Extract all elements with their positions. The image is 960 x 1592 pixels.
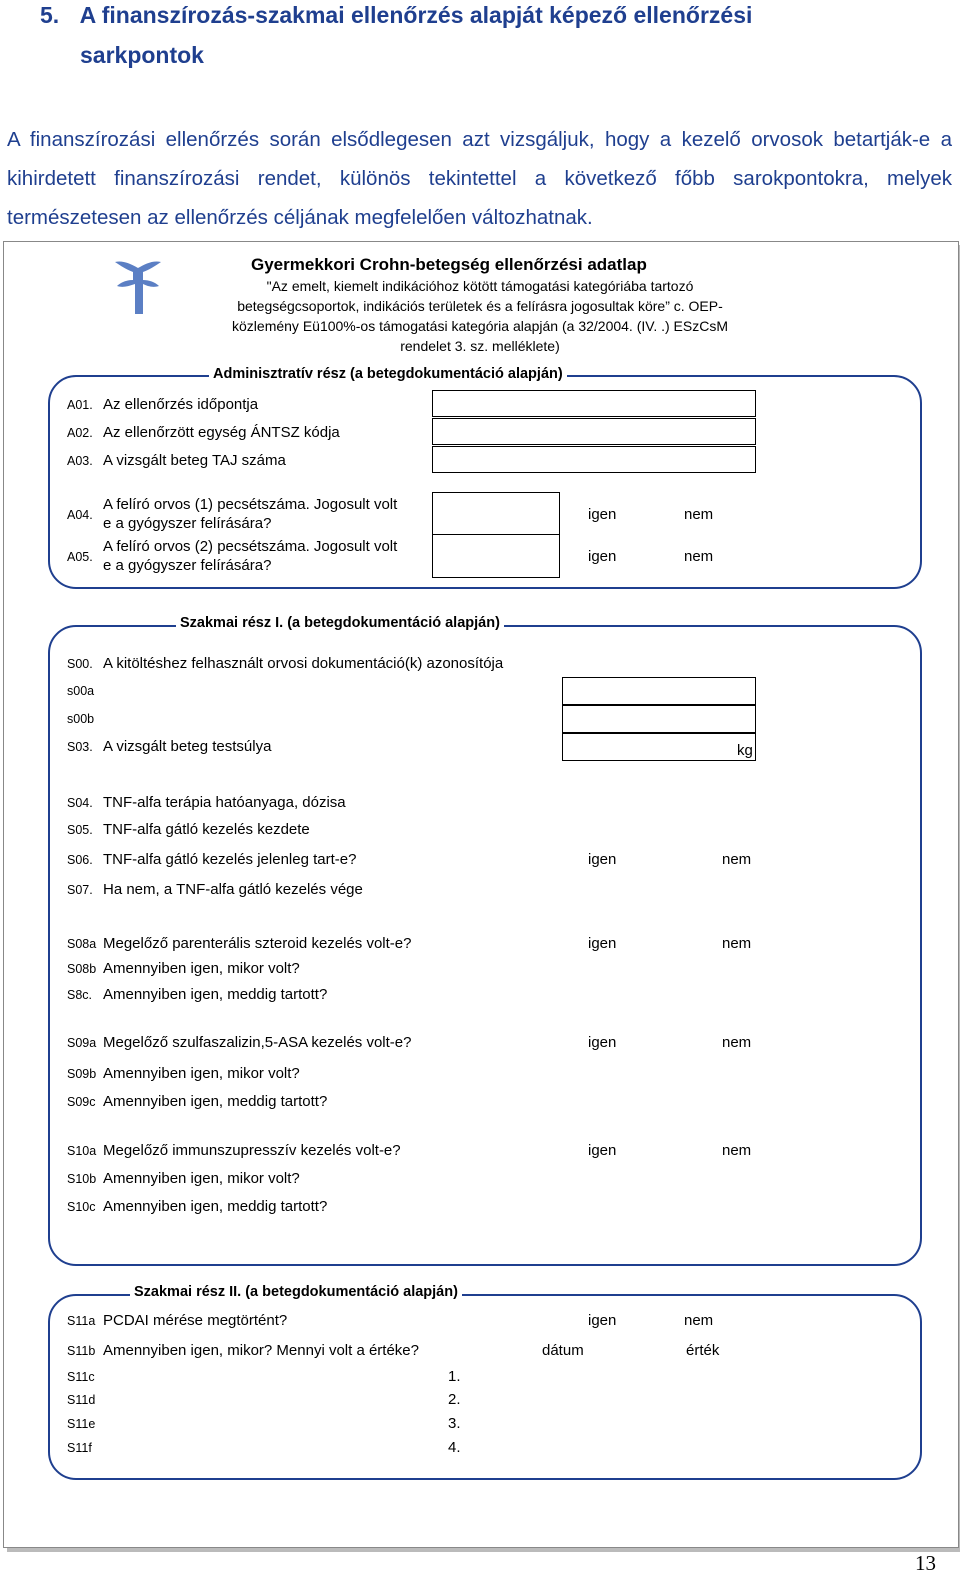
no-option[interactable]: nem [684, 1312, 714, 1329]
yes-option[interactable]: igen [588, 548, 617, 565]
row-label: A kitöltéshez felhasznált orvosi dokumentáció(k) azonosítója [103, 655, 504, 672]
row-label-line: e a gyógyszer felírására? [103, 515, 272, 532]
section-heading [40, 0, 752, 30]
row-label [103, 537, 397, 575]
section-number: 5. [40, 2, 60, 28]
ministry-logo-icon [113, 258, 163, 316]
row-number: 2. [448, 1391, 461, 1408]
row-label: PCDAI mérése megtörtént? [103, 1312, 288, 1329]
row-label-line: e a gyógyszer felírására? [103, 557, 272, 574]
form-title: Gyermekkori Crohn-betegség ellenőrzési adatlap [251, 255, 647, 274]
no-option[interactable]: nem [684, 548, 714, 565]
row-label-line: A felíró orvos (2) pecsétszáma. Jogosult volt [103, 538, 398, 555]
professional-part1-title: Szakmai rész I. (a betegdokumentáció alapján) [176, 615, 504, 631]
row-code: S09b [67, 1067, 97, 1081]
row-code: s00a [67, 684, 95, 698]
row-code: S10b [67, 1172, 97, 1186]
row-number: 3. [448, 1415, 461, 1432]
row-code: S05. [67, 823, 93, 837]
row-code: A03. [67, 454, 93, 468]
date-column-header: dátum [542, 1342, 584, 1359]
row-label: Amennyiben igen, meddig tartott? [103, 986, 328, 1003]
row-label: A vizsgált beteg TAJ száma [103, 452, 286, 469]
row-code: s00b [67, 712, 95, 726]
row-code: S00. [67, 657, 93, 671]
row-code: S03. [67, 740, 93, 754]
form-subtitle-line: "Az emelt, kiemelt indikációhoz kötött támogatási kategóriába tartozó [266, 278, 694, 294]
body-weight-field[interactable] [562, 733, 756, 761]
row-code: S10a [67, 1144, 97, 1158]
row-code: S11d [67, 1393, 96, 1407]
row-code: S11e [67, 1417, 96, 1431]
no-option[interactable]: nem [684, 506, 714, 523]
row-number: 1. [448, 1368, 461, 1385]
row-code: S11f [67, 1441, 92, 1455]
row-label: Amennyiben igen, mikor volt? [103, 1065, 300, 1082]
row-label: Megelőző parenterális szteroid kezelés volt-e? [103, 935, 412, 952]
row-code: S10c [67, 1200, 96, 1214]
row-label: TNF-alfa gátló kezelés kezdete [103, 821, 310, 838]
row-label: Amennyiben igen, mikor volt? [103, 1170, 300, 1187]
prescriber2-stamp-field[interactable] [432, 534, 560, 578]
row-label: Az ellenőrzés időpontja [103, 396, 259, 413]
form-subtitle-line: rendelet 3. sz. melléklete) [400, 338, 560, 354]
row-label: Az ellenőrzött egység ÁNTSZ kódja [103, 424, 340, 441]
row-label: A vizsgált beteg testsúlya [103, 738, 272, 755]
row-code: A05. [67, 550, 93, 564]
row-code: S09c [67, 1095, 96, 1109]
antsz-code-field[interactable] [432, 418, 756, 445]
row-code: S09a [67, 1036, 97, 1050]
row-code: S11c [67, 1370, 95, 1384]
form-subtitle [180, 276, 780, 356]
row-label: TNF-alfa terápia hatóanyaga, dózisa [103, 794, 346, 811]
row-number: 4. [448, 1439, 461, 1456]
admin-section-title: Adminisztratív rész (a betegdokumentáció alapján) [209, 366, 567, 382]
document-id-field-b[interactable] [562, 705, 756, 733]
prescriber1-stamp-field[interactable] [432, 492, 560, 536]
row-code: S08a [67, 937, 97, 951]
row-code: S06. [67, 853, 93, 867]
yes-option[interactable]: igen [588, 851, 617, 868]
row-code: S07. [67, 883, 93, 897]
row-label: Amennyiben igen, mikor? Mennyi volt a értéke? [103, 1342, 419, 1359]
row-code: A04. [67, 508, 93, 522]
no-option[interactable]: nem [722, 935, 752, 952]
section-title-line2: sarkpontok [80, 42, 204, 68]
professional-part2-title: Szakmai rész II. (a betegdokumentáció alapján) [130, 1284, 462, 1300]
form-subtitle-line: közlemény Eü100%-os támogatási kategória alapján (a 32/2004. (IV. .) ESzCsM [232, 318, 728, 334]
row-code: S8c. [67, 988, 93, 1002]
yes-option[interactable]: igen [588, 935, 617, 952]
row-code: S08b [67, 962, 97, 976]
no-option[interactable]: nem [722, 1142, 752, 1159]
row-code: A02. [67, 426, 93, 440]
yes-option[interactable]: igen [588, 1034, 617, 1051]
row-label: Megelőző szulfaszalizin,5-ASA kezelés volt-e? [103, 1034, 412, 1051]
yes-option[interactable]: igen [588, 1142, 617, 1159]
row-label-line: A felíró orvos (1) pecsétszáma. Jogosult volt [103, 496, 398, 513]
weight-unit: kg [737, 742, 753, 759]
row-label: Amennyiben igen, meddig tartott? [103, 1093, 328, 1110]
row-code: A01. [67, 398, 93, 412]
row-code: S04. [67, 796, 93, 810]
row-label: Megelőző immunszupresszív kezelés volt-e? [103, 1142, 401, 1159]
inspection-date-field[interactable] [432, 390, 756, 417]
row-code: S11b [67, 1344, 96, 1358]
taj-number-field[interactable] [432, 446, 756, 473]
page-number: 13 [915, 1551, 936, 1575]
intro-paragraph: A finanszírozási ellenőrzés során elsődlegesen azt vizsgáljuk, hogy a kezelő orvosok betartják-e a kihirdetett finanszírozási rendet, különös tekintettel a következő főbb sarokpontokra, melyek természetesen az ellenőrzés céljának megfelelően változhatnak. [7, 128, 952, 229]
yes-option[interactable]: igen [588, 506, 617, 523]
row-label [103, 495, 397, 533]
row-label: Ha nem, a TNF-alfa gátló kezelés vége [103, 881, 363, 898]
document-id-field-a[interactable] [562, 677, 756, 705]
no-option[interactable]: nem [722, 1034, 752, 1051]
row-label: Amennyiben igen, mikor volt? [103, 960, 300, 977]
row-label: TNF-alfa gátló kezelés jelenleg tart-e? [103, 851, 357, 868]
row-code: S11a [67, 1314, 96, 1328]
row-label: Amennyiben igen, meddig tartott? [103, 1198, 328, 1215]
no-option[interactable]: nem [722, 851, 752, 868]
section-title-line1: A finanszírozás-szakmai ellenőrzés alapját képező ellenőrzési [79, 2, 753, 28]
yes-option[interactable]: igen [588, 1312, 617, 1329]
value-column-header: érték [686, 1342, 720, 1359]
form-subtitle-line: betegségcsoportok, indikációs területek és a felírásra jogosultak köre” c. OEP- [237, 298, 723, 314]
